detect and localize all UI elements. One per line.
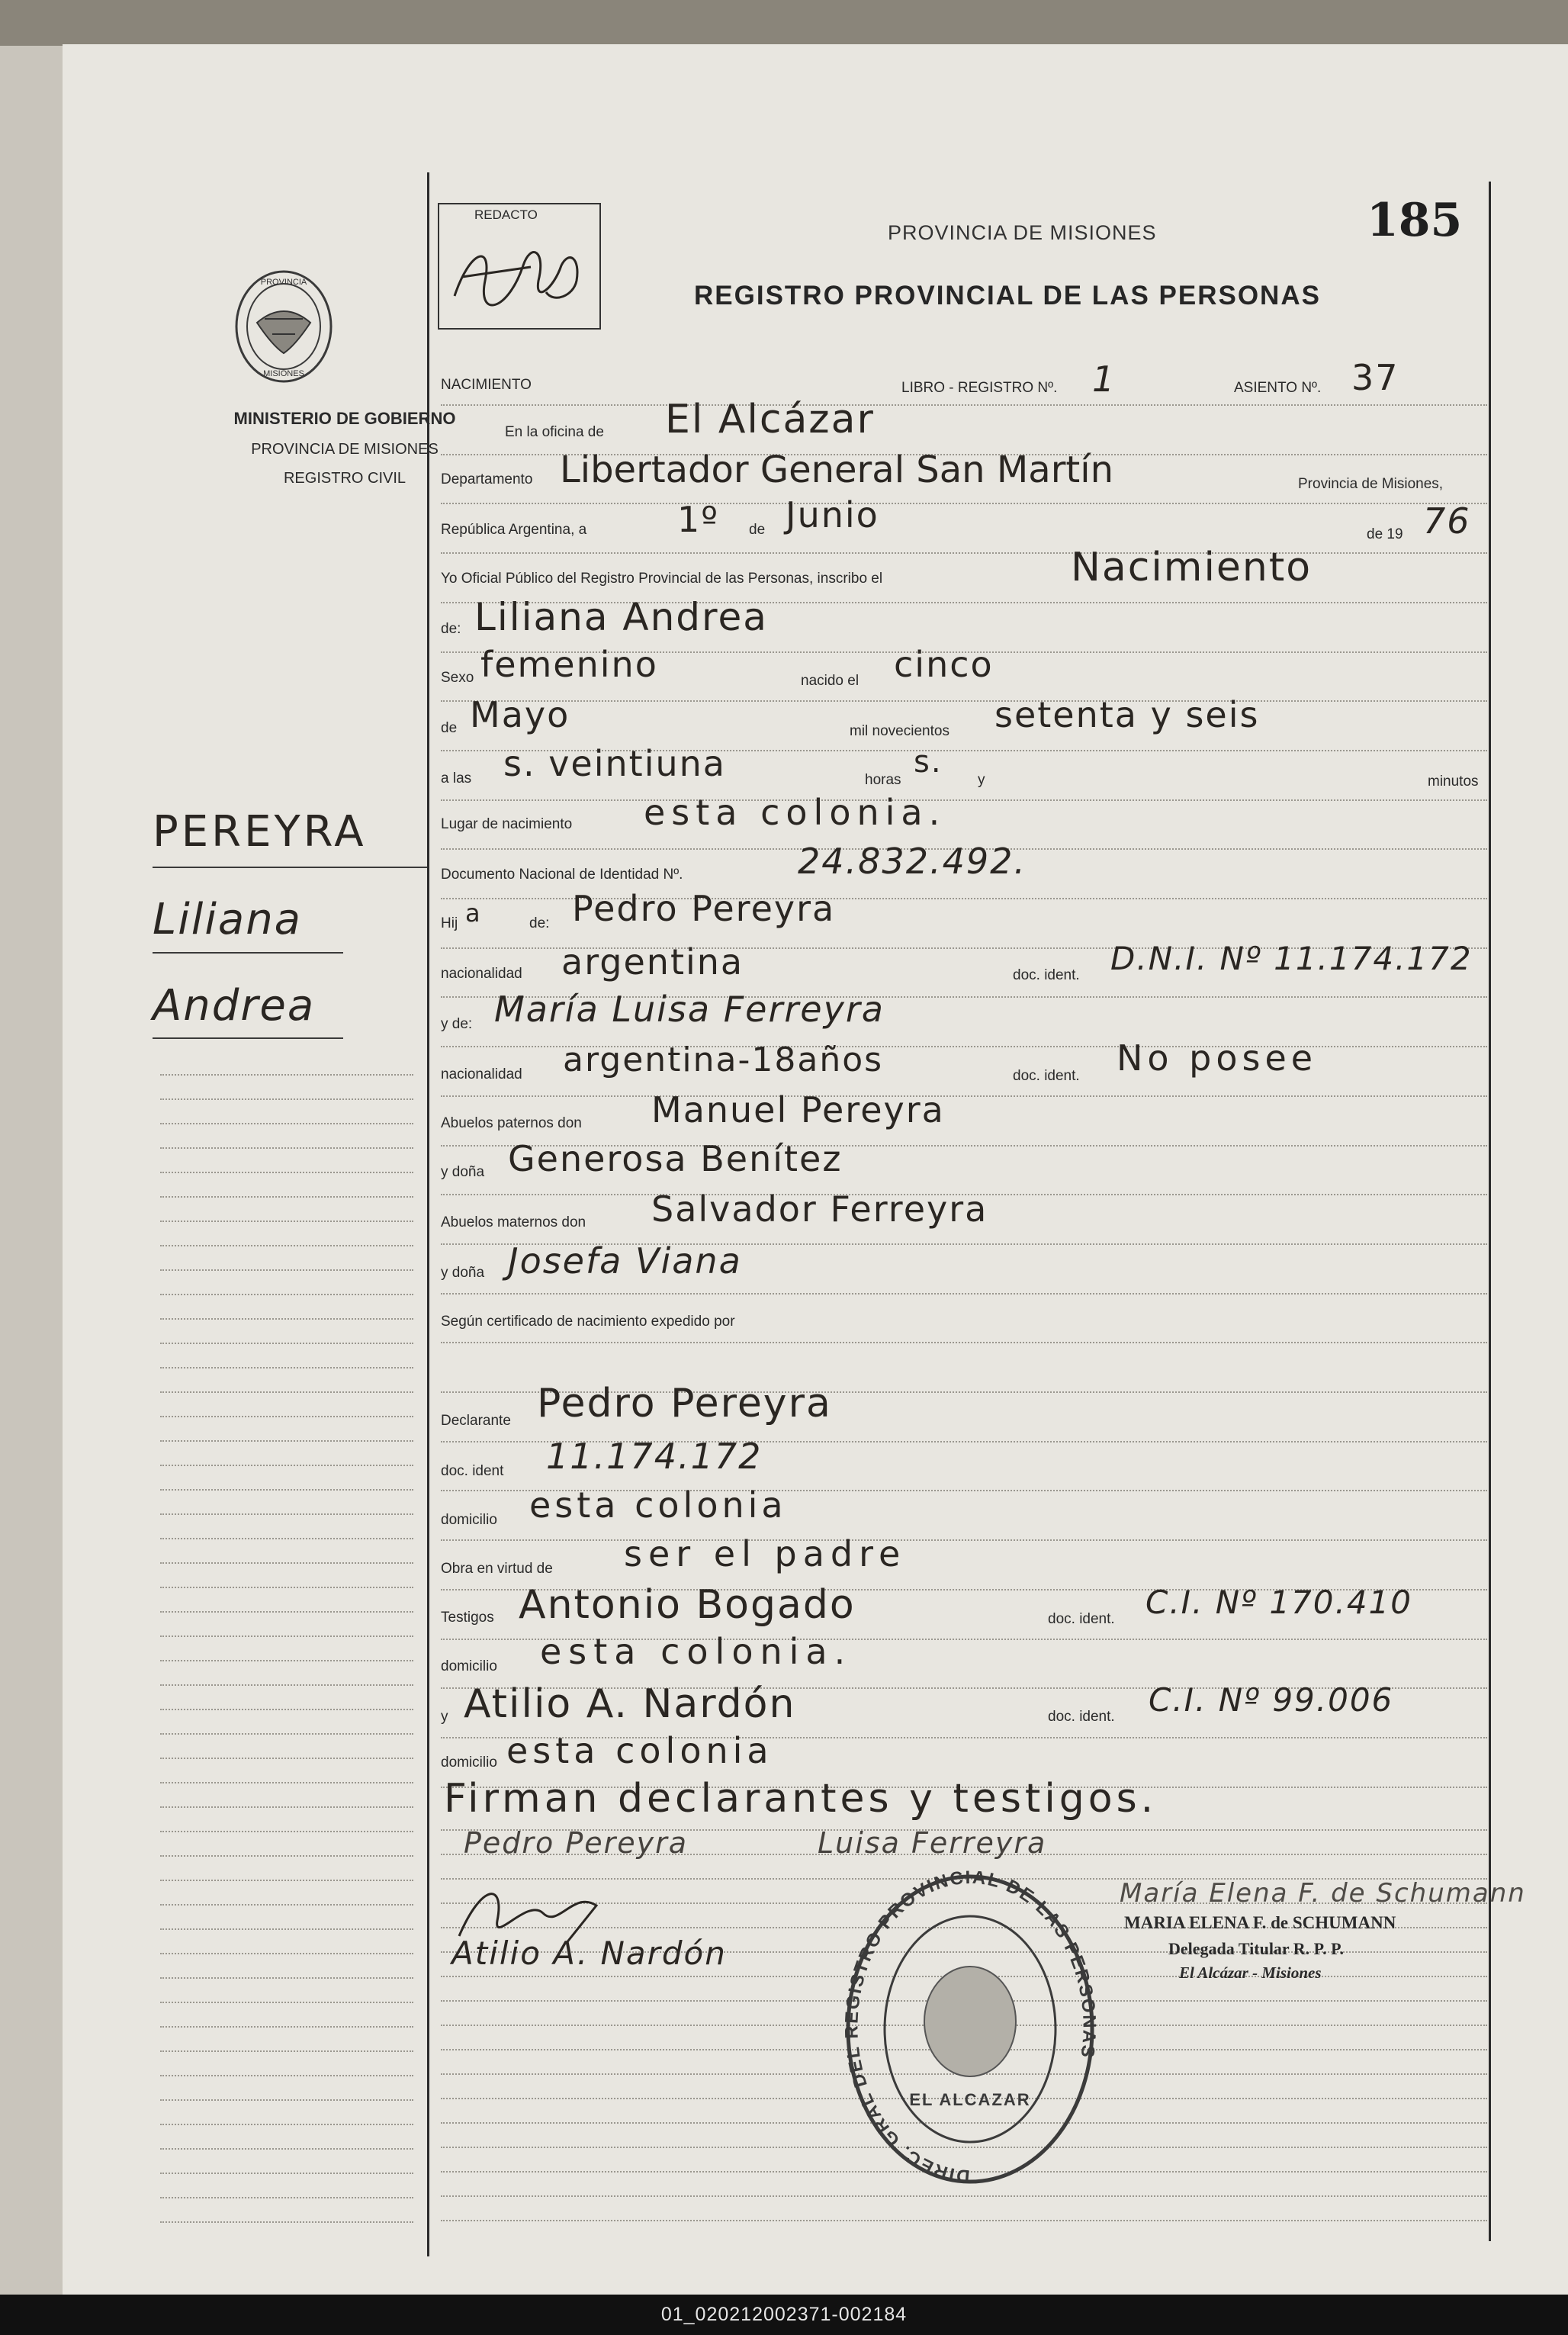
- redacto-label: REDACTO: [474, 207, 538, 222]
- ruling-line: [160, 2148, 413, 2150]
- ruling-line: [160, 1513, 413, 1515]
- image-id-footer: [0, 2295, 1568, 2335]
- ministry-line3: REGISTRO CIVIL: [283, 470, 406, 487]
- ruling-line: [441, 404, 1487, 406]
- registry-seal: [840, 1869, 1100, 2189]
- margin-surname: PEREYRA: [153, 807, 367, 857]
- ruling-line: [160, 2197, 413, 2198]
- redacto-box: [438, 203, 601, 330]
- ruling-line: [160, 2002, 413, 2003]
- sexo-label: Sexo: [441, 670, 474, 686]
- province-heading: PROVINCIA DE MISIONES: [888, 221, 1157, 244]
- domicilio3-value: esta colonia: [506, 1730, 773, 1771]
- departamento-label: Departamento: [441, 471, 533, 487]
- ruling-line: [160, 1245, 413, 1246]
- ruling-line: [160, 1684, 413, 1686]
- doc-t1-label: doc. ident.: [1048, 1611, 1115, 1627]
- margin-second-underline: [153, 1037, 343, 1039]
- doc-t2-value: C.I. Nº 99.006: [1149, 1681, 1394, 1719]
- domicilio3-label: domicilio: [441, 1754, 497, 1771]
- ruling-line: [160, 2075, 413, 2076]
- ruling-line: [160, 1074, 413, 1076]
- signature-official: María Elena F. de Schumann: [1120, 1878, 1526, 1909]
- domicilio2-label: domicilio: [441, 1658, 497, 1674]
- doc2-label: doc. ident.: [1013, 1068, 1080, 1084]
- documento-value: 24.832.492.: [798, 841, 1027, 882]
- document-page: [63, 44, 1568, 2295]
- testigo2-value: Atilio A. Nardón: [464, 1681, 796, 1727]
- ministry-seal-icon: [227, 262, 341, 391]
- doc1-value: D.N.I. Nº 11.174.172: [1110, 940, 1473, 977]
- left-page-edge: [0, 46, 65, 2295]
- page-number: 185: [1367, 194, 1463, 247]
- ruling-line: [441, 700, 1487, 702]
- ruling-line: [160, 1196, 413, 1198]
- provincia-label: Provincia de Misiones,: [1298, 476, 1444, 492]
- y-testigo2-label: y: [441, 1709, 448, 1725]
- svg-text:PROVINCIA: PROVINCIA: [260, 278, 307, 287]
- anio-value: 76: [1423, 500, 1471, 542]
- nacionalidad1-label: nacionalidad: [441, 966, 522, 982]
- declarante-label: Declarante: [441, 1413, 511, 1429]
- ruling-line: [160, 1416, 413, 1417]
- sexo-value: femenino: [480, 644, 658, 685]
- hora-value: s. veintiuna: [503, 743, 726, 784]
- ruling-line: [160, 1343, 413, 1344]
- ruling-line: [441, 1095, 1487, 1097]
- ruling-line: [160, 1782, 413, 1783]
- ruling-line: [160, 1660, 413, 1661]
- doc1-label: doc. ident.: [1013, 967, 1080, 983]
- abuelos-maternos-label: Abuelos maternos don: [441, 1214, 586, 1230]
- ruling-line: [160, 2050, 413, 2052]
- ruling-line: [160, 1538, 413, 1539]
- ruling-line: [441, 1539, 1487, 1541]
- ruling-line: [160, 1806, 413, 1808]
- obra-value: ser el padre: [624, 1533, 907, 1574]
- ruling-line: [441, 503, 1487, 504]
- asiento-label: ASIENTO Nº.: [1234, 380, 1322, 396]
- testigos-label: Testigos: [441, 1610, 494, 1626]
- documento-label: Documento Nacional de Identidad Nº.: [441, 867, 683, 883]
- svg-text:MISIONES: MISIONES: [263, 369, 304, 378]
- republica-label: República Argentina, a: [441, 522, 587, 538]
- y-de-label: y de:: [441, 1016, 473, 1032]
- declarante-value: Pedro Pereyra: [537, 1381, 832, 1426]
- ruling-line: [160, 1123, 413, 1124]
- lugar-label: Lugar de nacimiento: [441, 816, 573, 832]
- ruling-line: [160, 2221, 413, 2223]
- nacionalidad1-value: argentina: [561, 941, 744, 983]
- hija-value: a: [465, 899, 482, 928]
- ruling-line: [160, 1587, 413, 1588]
- a-las-label: a las: [441, 770, 472, 786]
- ruling-line: [160, 1269, 413, 1271]
- registry-title: REGISTRO PROVINCIAL DE LAS PERSONAS: [694, 281, 1321, 310]
- libro-value: 1: [1092, 359, 1117, 400]
- testigo1-value: Antonio Bogado: [519, 1582, 856, 1628]
- anio-letras-value: setenta y seis: [994, 694, 1260, 735]
- ruling-line: [441, 552, 1487, 554]
- abuelo-paterno-value: Manuel Pereyra: [651, 1089, 945, 1131]
- asiento-value: 37: [1351, 357, 1399, 398]
- lugar-value: esta colonia.: [644, 792, 946, 833]
- ruling-line: [160, 1758, 413, 1759]
- ministry-line1: MINISTERIO DE GOBIERNO: [233, 409, 456, 428]
- ruling-line: [441, 2220, 1487, 2221]
- de-mes-label: de: [749, 522, 766, 538]
- y-dona1-label: y doña: [441, 1164, 485, 1180]
- svg-text:DIREC. GRAL DEL REGISTRO PROVI: DIREC. GRAL DEL REGISTRO PROVINCIAL DE LAS PERSONAS: [841, 1869, 1100, 2187]
- y-dona2-label: y doña: [441, 1265, 485, 1281]
- ruling-line: [160, 1318, 413, 1320]
- nacionalidad2-label: nacionalidad: [441, 1066, 522, 1082]
- margin-second-name: Andrea: [153, 981, 316, 1031]
- hija-label: Hij: [441, 915, 458, 931]
- ruling-line: [160, 1855, 413, 1857]
- nacionalidad2-value: argentina-18años: [563, 1040, 884, 1079]
- ruling-line: [160, 1367, 413, 1369]
- ruling-line: [441, 799, 1487, 801]
- image-id-text: 01_020212002371-002184: [660, 2304, 908, 2325]
- abuelo-materno-value: Salvador Ferreyra: [651, 1188, 988, 1230]
- libro-label: LIBRO - REGISTRO Nº.: [901, 380, 1058, 396]
- svg-text:EL ALCAZAR: EL ALCAZAR: [909, 2090, 1031, 2109]
- ruling-line: [160, 1880, 413, 1881]
- ruling-line: [160, 2099, 413, 2101]
- ruling-line: [160, 1635, 413, 1637]
- nacido-value: cinco: [894, 644, 994, 685]
- doc-ident-label: doc. ident: [441, 1463, 504, 1479]
- seal-emblem-icon: [924, 1967, 1016, 2076]
- nombre-value: Liliana Andrea: [474, 595, 768, 639]
- dia-value: 1º: [677, 499, 719, 540]
- de19-label: de 19: [1367, 526, 1403, 542]
- margin-surname-underline: [153, 867, 427, 868]
- doc-t2-label: doc. ident.: [1048, 1709, 1115, 1725]
- domicilio2-value: esta colonia.: [540, 1631, 853, 1672]
- ruling-line: [160, 1147, 413, 1149]
- padre-value: Pedro Pereyra: [572, 888, 836, 929]
- oficina-value: El Alcázar: [665, 397, 875, 442]
- ruling-line: [160, 1904, 413, 1906]
- minutos-label: minutos: [1428, 774, 1479, 790]
- ruling-line: [160, 1953, 413, 1954]
- de-mes-nacido-label: de: [441, 720, 458, 736]
- abuelos-paternos-label: Abuelos paternos don: [441, 1115, 582, 1131]
- official-title: Delegada Titular R. P. P.: [1168, 1939, 1345, 1958]
- madre-value: María Luisa Ferreyra: [494, 989, 885, 1030]
- nacido-label: nacido el: [801, 673, 860, 689]
- obra-label: Obra en virtud de: [441, 1561, 553, 1577]
- inscribo-value: Nacimiento: [1071, 545, 1313, 590]
- ruling-line: [160, 1928, 413, 1930]
- doc2-value: No posee: [1117, 1037, 1318, 1079]
- nacimiento-label: NACIMIENTO: [441, 377, 532, 393]
- signature-pedro: Pedro Pereyra: [464, 1826, 689, 1860]
- domicilio1-label: domicilio: [441, 1512, 497, 1528]
- official-place: El Alcázar - Misiones: [1179, 1964, 1322, 1982]
- departamento-value: Libertador General San Martín: [560, 449, 1113, 491]
- mes-value: Junio: [786, 494, 879, 536]
- doc-ident-value: 11.174.172: [546, 1436, 763, 1477]
- ruling-line: [441, 2195, 1487, 2197]
- ruling-line: [160, 1709, 413, 1710]
- ruling-line: [160, 1831, 413, 1832]
- ruling-line: [160, 1391, 413, 1393]
- domicilio1-value: esta colonia: [529, 1484, 787, 1526]
- ruling-line: [160, 1489, 413, 1491]
- margin-first-name: Liliana: [153, 895, 302, 944]
- signature-luisa: Luisa Ferreyra: [818, 1826, 1047, 1860]
- ruling-line: [160, 2026, 413, 2028]
- signature-atilio: Atilio A. Nardón: [451, 1935, 727, 1972]
- margin-first-underline: [153, 952, 343, 954]
- book-top-edge: [0, 0, 1568, 46]
- firman-text: Firman declarantes y testigos.: [444, 1776, 1158, 1822]
- nacido-mes-value: Mayo: [470, 694, 570, 735]
- ruling-line: [160, 1221, 413, 1222]
- ruling-line: [441, 1293, 1487, 1295]
- ruling-line: [160, 2173, 413, 2174]
- doc-t1-value: C.I. Nº 170.410: [1145, 1584, 1413, 1621]
- de-padre-label: de:: [529, 915, 550, 931]
- ruling-line: [160, 1098, 413, 1100]
- ruling-line: [160, 1440, 413, 1442]
- ruling-line: [160, 1611, 413, 1613]
- ruling-line: [160, 1562, 413, 1564]
- redacto-signature: [439, 204, 599, 328]
- segun-label: Según certificado de nacimiento expedido por: [441, 1314, 735, 1330]
- ruling-line: [160, 1977, 413, 1979]
- ruling-line: [160, 1733, 413, 1735]
- yo-oficial-label: Yo Oficial Público del Registro Provincial de las Personas, inscribo el: [441, 571, 883, 587]
- abuela-materna-value: Josefa Viana: [508, 1240, 742, 1282]
- horas-mark: s.: [914, 745, 943, 780]
- form-right-border: [1489, 182, 1491, 2241]
- ruling-line: [441, 1342, 1487, 1343]
- ruling-line: [160, 1172, 413, 1173]
- horas-label: horas: [865, 772, 901, 788]
- oficina-label: En la oficina de: [505, 424, 604, 440]
- ruling-line: [160, 1294, 413, 1295]
- y-minutos-label: y: [978, 772, 985, 788]
- ruling-line: [160, 1465, 413, 1466]
- official-name: MARIA ELENA F. de SCHUMANN: [1124, 1913, 1396, 1932]
- ruling-line: [160, 2124, 413, 2125]
- abuela-paterna-value: Generosa Benítez: [508, 1138, 843, 1179]
- ministry-line2: PROVINCIA DE MISIONES: [251, 441, 439, 458]
- de-nombre-label: de:: [441, 621, 461, 637]
- mil-label: mil novecientos: [850, 723, 949, 739]
